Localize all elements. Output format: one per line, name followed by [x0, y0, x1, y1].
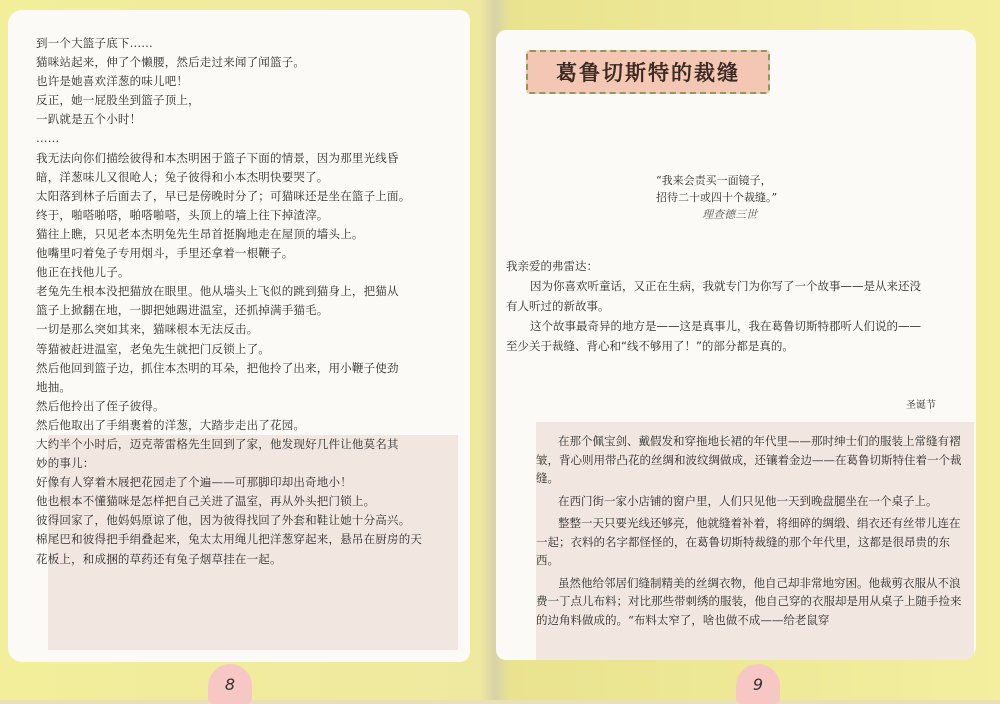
- letter-paragraph: 有人听过的新故事。: [506, 299, 610, 313]
- epigraph-line: 招待二十或四十个裁缝。”: [656, 191, 778, 204]
- text-line: 地抽。: [36, 379, 72, 394]
- text-line: 老兔先生根本没把猫放在眼里。他从墙头上飞似的跳到猫身上，把猫从: [36, 284, 399, 299]
- text-line: 好像有人穿着木屐把花园走了个遍——可那脚印却出奇地小！: [36, 475, 352, 490]
- text-line: 他也根本不懂猫咪是怎样把自己关进了温室，再从外头把门锁上。: [36, 494, 376, 509]
- chapter-title: 葛鲁切斯特的裁缝: [556, 61, 740, 85]
- letter-signature: 圣诞节: [906, 400, 936, 411]
- dedication-letter: [506, 256, 966, 356]
- text-line: 暗，洋葱味儿又很呛人；兔子彼得和小本杰明快要哭了。: [36, 169, 329, 184]
- story-paragraph: 整整一天只要光线还够亮，他就缝着补着，将细碎的绸缎、绢衣还有丝带儿连在一起；衣料的名字都怪怪的，在葛鲁切斯特裁缝的那个年代里，这都是很昂贵的东西。: [536, 516, 961, 567]
- text-line: 他正在找他儿子。: [36, 265, 130, 280]
- text-line: 棉尾巴和彼得把手绢叠起来，兔太太用绳儿把洋葱穿起来，悬吊在厨房的天: [36, 532, 423, 547]
- letter-salutation: 我亲爱的弗雷达：: [506, 259, 598, 273]
- epigraph-attribution: 理查德三世: [702, 208, 758, 221]
- text-line: 然后他回到篮子边，抓住本杰明的耳朵，把他拎了出来，用小鞭子使劲: [36, 360, 399, 375]
- story-body: [536, 432, 966, 633]
- text-line: 篮子上掀翻在地，一脚把她踢进温室，还抓掉满手猫毛。: [36, 303, 329, 318]
- text-line: 然后他取出了手绢裹着的洋葱，大踏步走出了花园。: [36, 417, 306, 432]
- right-page: [496, 30, 976, 660]
- text-line: 一切是那么突如其来，猫咪根本无法反击。: [36, 322, 259, 337]
- text-line: ……: [36, 131, 60, 146]
- epigraph: [656, 172, 777, 223]
- text-line: 一趴就是五个小时！: [36, 112, 142, 127]
- text-line: 大约半个小时后，迈克蒂雷格先生回到了家，他发现好几件让他莫名其: [36, 436, 399, 451]
- text-line: 太阳落到林子后面去了，早已是傍晚时分了；可猫咪还是坐在篮子上面。: [36, 188, 411, 203]
- letter-paragraph: 因为你喜欢听童话，又正在生病，我就专门为你写了一个故事——是从来还没: [530, 279, 921, 293]
- text-line: 到一个大篮子底下……: [36, 36, 153, 50]
- page-number-right: 9: [736, 664, 780, 704]
- text-line: 等猫被赶进温室，老兔先生就把门反锁上了。: [36, 341, 270, 356]
- story-paragraph: 在那个佩宝剑、戴假发和穿拖地长裙的年代里——那时绅士们的服装上常缝有褶皱，背心则用带凸花的丝绸和波纹绸做成，还镶着金边——在葛鲁切斯特住着一个裁缝。: [536, 434, 962, 485]
- epigraph-line: “我来会责买一面镜子，: [656, 174, 772, 187]
- text-line: 反正，她一屁股坐到篮子顶上，: [36, 93, 200, 108]
- left-page-text: [36, 34, 456, 569]
- text-line: 彼得回家了，他妈妈原谅了他，因为彼得找回了外套和鞋让她十分高兴。: [36, 513, 411, 528]
- story-paragraph: 虽然他给邻居们缝制精美的丝绸衣物，他自己却非常地穷困。他裁剪衣服从不浪费一丁点儿布料；对比那些带刺绣的服装，他自己穿的衣服却是用从桌子上随手捡来的边角料做成的。“布料太窄了，啥也做不成——给老鼠穿: [536, 575, 962, 627]
- text-line: 我无法向你们描绘彼得和本杰明困于篮子下面的情景，因为那里光线昏: [36, 150, 399, 165]
- chapter-title-banner: [526, 50, 770, 94]
- left-page: [8, 10, 470, 662]
- text-line: 花板上，和成捆的草药还有兔子烟草挂在一起。: [36, 551, 282, 566]
- text-line: 猫往上瞧，只见老本杰明兔先生昂首挺胸地走在屋顶的墙头上。: [36, 226, 364, 241]
- letter-paragraph: 这个故事最奇异的地方是——这是真事儿，我在葛鲁切斯特郡听人们说的——: [530, 319, 921, 333]
- text-line: 猫咪站起来，伸了个懒腰，然后走过来闻了闻篮子。: [36, 55, 306, 70]
- text-line: 也许是她喜欢洋葱的味儿吧！: [36, 74, 189, 89]
- page-number-left: 8: [208, 664, 252, 704]
- letter-paragraph: 至少关于裁缝、背心和“线不够用了！”的部分都是真的。: [506, 339, 794, 353]
- story-paragraph: 在西门街一家小店铺的窗户里，人们只见他一天到晚盘腿坐在一个桌子上。: [558, 493, 938, 508]
- text-line: 终于，啪嗒啪嗒，啪嗒啪嗒，头顶上的墙上往下掉渣滓。: [36, 207, 329, 222]
- text-line: 然后他拎出了侄子彼得。: [36, 398, 165, 413]
- text-line: 他嘴里叼着兔子专用烟斗，手里还拿着一根鞭子。: [36, 246, 294, 261]
- text-line: 妙的事儿：: [36, 456, 95, 471]
